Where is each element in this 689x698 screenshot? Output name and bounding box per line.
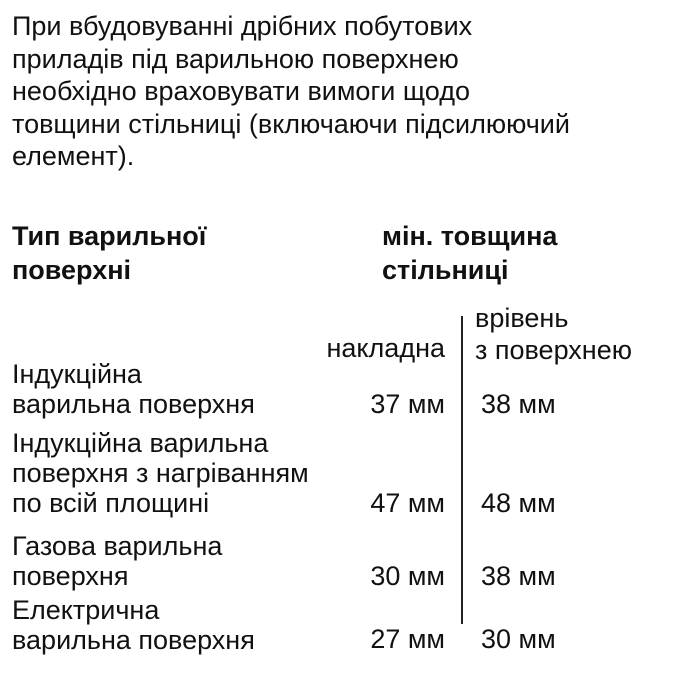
subheader-line: накладна [326,333,445,363]
column-header-line: мін. товщина [382,221,558,251]
row-label-line: Індукційна варильна [12,428,269,458]
row-value-surface: 37 мм [370,389,445,419]
intro-line: товщини стільниці (включаючи підсилюючий [12,108,570,139]
row-value-flush: 38 мм [481,389,556,419]
column-header-hob-type [12,219,206,287]
table-row-label [12,531,222,591]
table-row-label [12,595,255,655]
row-label-line: поверхня з нагріванням [12,458,309,488]
intro-line: елемент). [12,141,135,171]
intro-line: При вбудовуванні дрібних побутових [12,11,473,41]
row-label-line: Електрична [12,595,160,625]
row-label-line: поверхня [12,561,129,591]
row-value-flush: 30 мм [481,624,556,654]
subheader-surface-mounted [327,332,446,364]
subheader-line: з поверхнею [475,335,632,365]
column-header-line: поверхні [12,255,132,285]
column-header-line: стільниці [382,255,509,285]
row-value-surface: 27 мм [370,624,445,654]
row-value-surface: 47 мм [370,488,445,518]
row-label-line: Індукційна [12,359,142,389]
table-row-label [12,359,255,419]
intro-line: приладів під варильною поверхнею [12,43,459,74]
row-label-line: Газова варильна [12,531,223,561]
row-label-line: по всій площині [12,488,210,518]
subheader-line: врівень [475,303,569,333]
intro-paragraph [12,10,682,173]
row-label-line: варильна поверхня [12,625,255,655]
subheader-flush-mounted [475,302,632,366]
table-row-label [12,428,309,518]
column-header-min-thickness [382,219,557,287]
row-value-flush: 38 мм [481,561,556,591]
column-header-line: Тип варильної [12,221,207,251]
column-divider [461,316,463,624]
row-label-line: варильна поверхня [12,389,255,419]
intro-line: необхідно враховувати вимоги щодо [12,76,470,106]
row-value-surface: 30 мм [370,561,445,591]
row-value-flush: 48 мм [481,488,556,518]
